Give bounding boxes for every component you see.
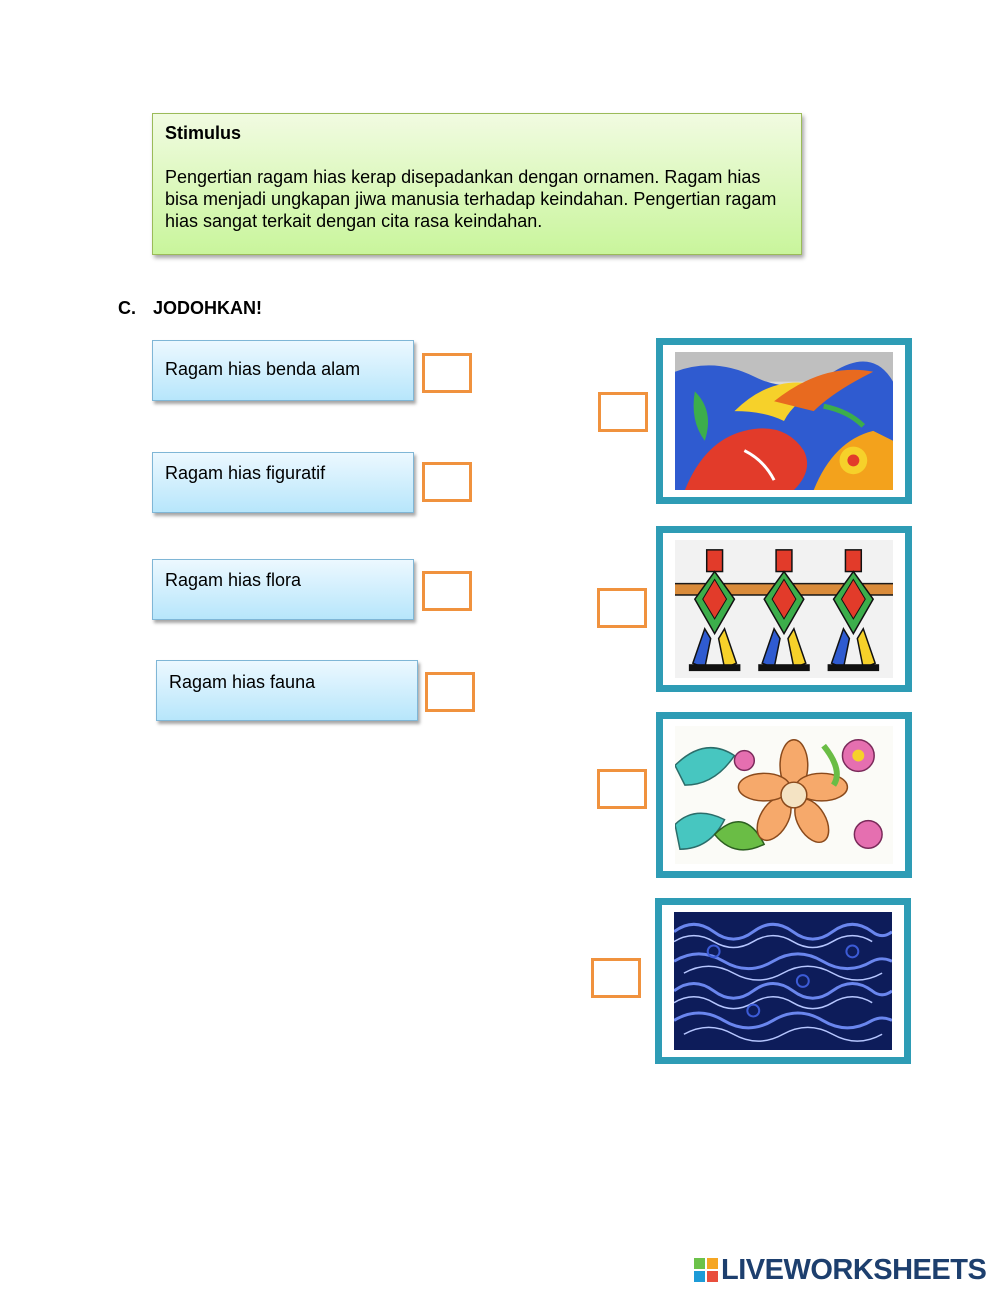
section-title: JODOHKAN! [153, 298, 263, 318]
stimulus-box [152, 113, 802, 255]
floral-ornament-icon [675, 726, 893, 864]
answer-box-right-2[interactable] [597, 588, 647, 628]
label-figuratif: Ragam hias figuratif [152, 452, 414, 513]
answer-box-left-4[interactable] [425, 672, 475, 712]
answer-box-left-1[interactable] [422, 353, 472, 393]
section-heading [118, 298, 262, 319]
label-flora: Ragam hias flora [152, 559, 414, 620]
label-fauna: Ragam hias fauna [156, 660, 418, 721]
bird-batik-icon [675, 352, 893, 490]
answer-box-left-3[interactable] [422, 571, 472, 611]
human-figure-ornament-icon [675, 540, 893, 678]
cloud-megamendung-icon [674, 912, 892, 1050]
liveworksheets-logo-icon [694, 1258, 718, 1282]
label-benda-alam: Ragam hias benda alam [152, 340, 414, 401]
image-frame-4 [655, 898, 911, 1064]
logo-text: LIVEWORKSHEETS [721, 1253, 987, 1286]
answer-box-left-2[interactable] [422, 462, 472, 502]
answer-box-right-4[interactable] [591, 958, 641, 998]
answer-box-right-1[interactable] [598, 392, 648, 432]
stimulus-title: Stimulus [165, 123, 242, 143]
liveworksheets-logo [694, 1253, 986, 1287]
answer-box-right-3[interactable] [597, 769, 647, 809]
stimulus-text: Pengertian ragam hias kerap disepadankan dengan ornamen. Ragam hias bisa menjadi ungkapan jiwa manusia terhadap keindahan. Pengertian ragam hias sangat terkait dengan cita rasa keindahan. [165, 167, 777, 231]
image-frame-3 [656, 712, 912, 878]
image-frame-1 [656, 338, 912, 504]
section-number: C. [118, 298, 136, 318]
image-frame-2 [656, 526, 912, 692]
